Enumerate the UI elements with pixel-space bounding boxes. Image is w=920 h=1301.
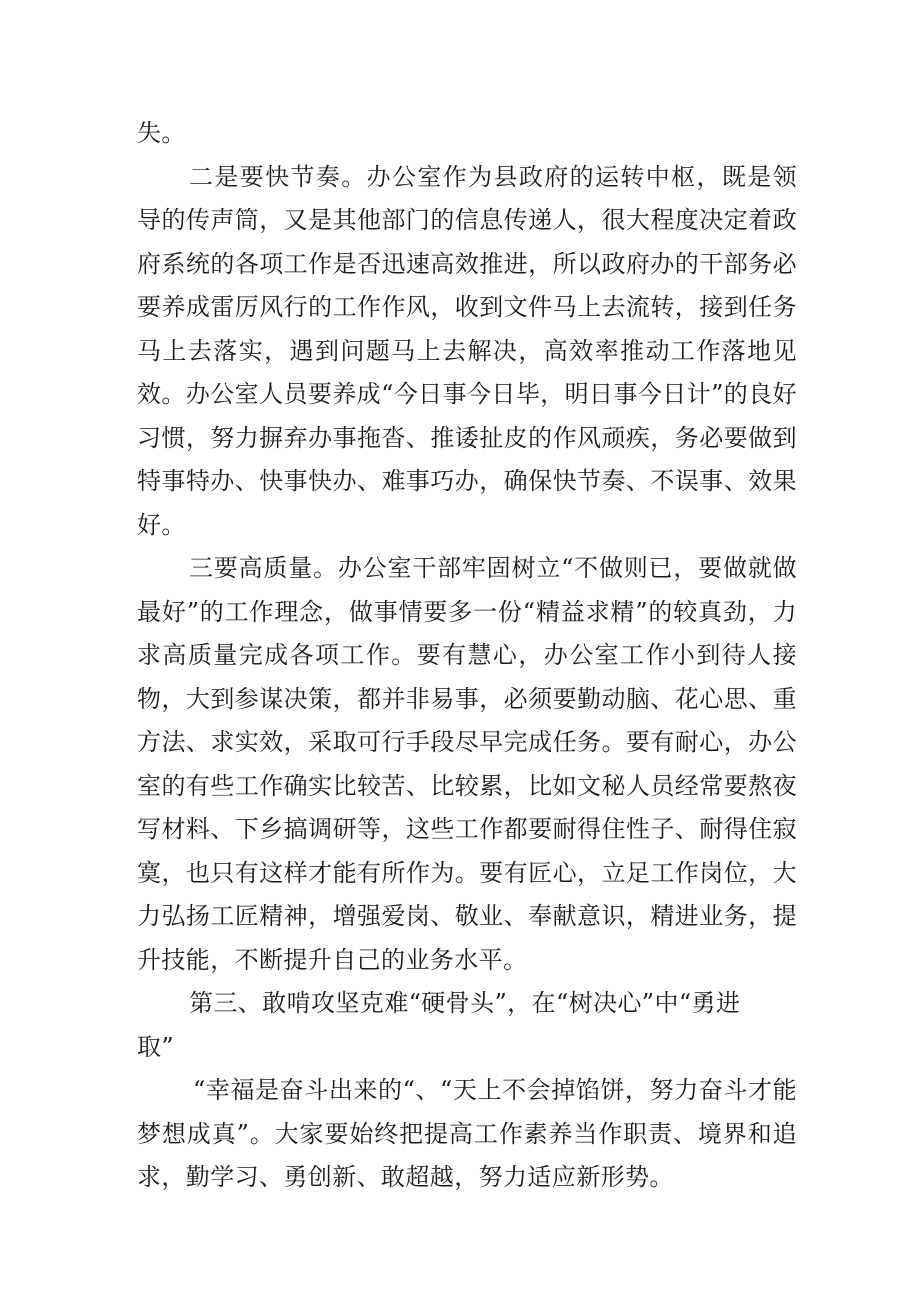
paragraph-happiness: “幸福是奋斗出来的“、“天上不会掉馅饼，努力奋斗才能梦想成真”。大家要始终把提高工作素养当作职责、境界和追求，勤学习、勇创新、敢超越，努力适应新形势。 bbox=[137, 1076, 797, 1191]
document-body bbox=[137, 112, 797, 1200]
section-heading-third: 第三、敢啃攻坚克难“硬骨头”，在“树决心”中“勇进取” bbox=[137, 989, 741, 1061]
paragraph-high-quality: 三要高质量。办公室干部牢固树立“不做则已，要做就做最好”的工作理念，做事情要多一份“精益求精”的较真劲，力求高质量完成各项工作。要有慧心，办公室工作小到待人接物，大到参谋决策，都并非易事，必须要勤动脑、花心思、重方法、求实效，采取可行手段尽早完成任务。要有耐心，办公室的有些工作确实比较苦、比较累，比如文秘人员经常要熬夜写材料、下乡搞调研等，这些工作都要耐得住性子、耐得住寂寞，也只有这样才能有所作为。要有匠心，立足工作岗位，大力弘扬工匠精神，增强爱岗、敬业、奉献意识，精进业务，提升技能，不断提升自己的业务水平。 bbox=[137, 554, 797, 974]
paragraph-continuation: 失。 bbox=[137, 119, 186, 147]
paragraph-fast-pace: 二是要快节奏。办公室作为县政府的运转中枢，既是领导的传声筒，又是其他部门的信息传递人，很大程度决定着政府系统的各项工作是否迅速高效推进，所以政府办的干部务必要养成雷厉风行的工作作风，收到文件马上去流转，接到任务马上去落实，遇到问题马上去解决，高效率推动工作落地见效。办公室人员要养成“今日事今日毕，明日事今日计”的良好习惯，努力摒弃办事拖沓、推诿扯皮的作风顽疾，务必要做到特事特办、快事快办、难事巧办，确保快节奏、不误事、效果好。 bbox=[137, 162, 797, 539]
